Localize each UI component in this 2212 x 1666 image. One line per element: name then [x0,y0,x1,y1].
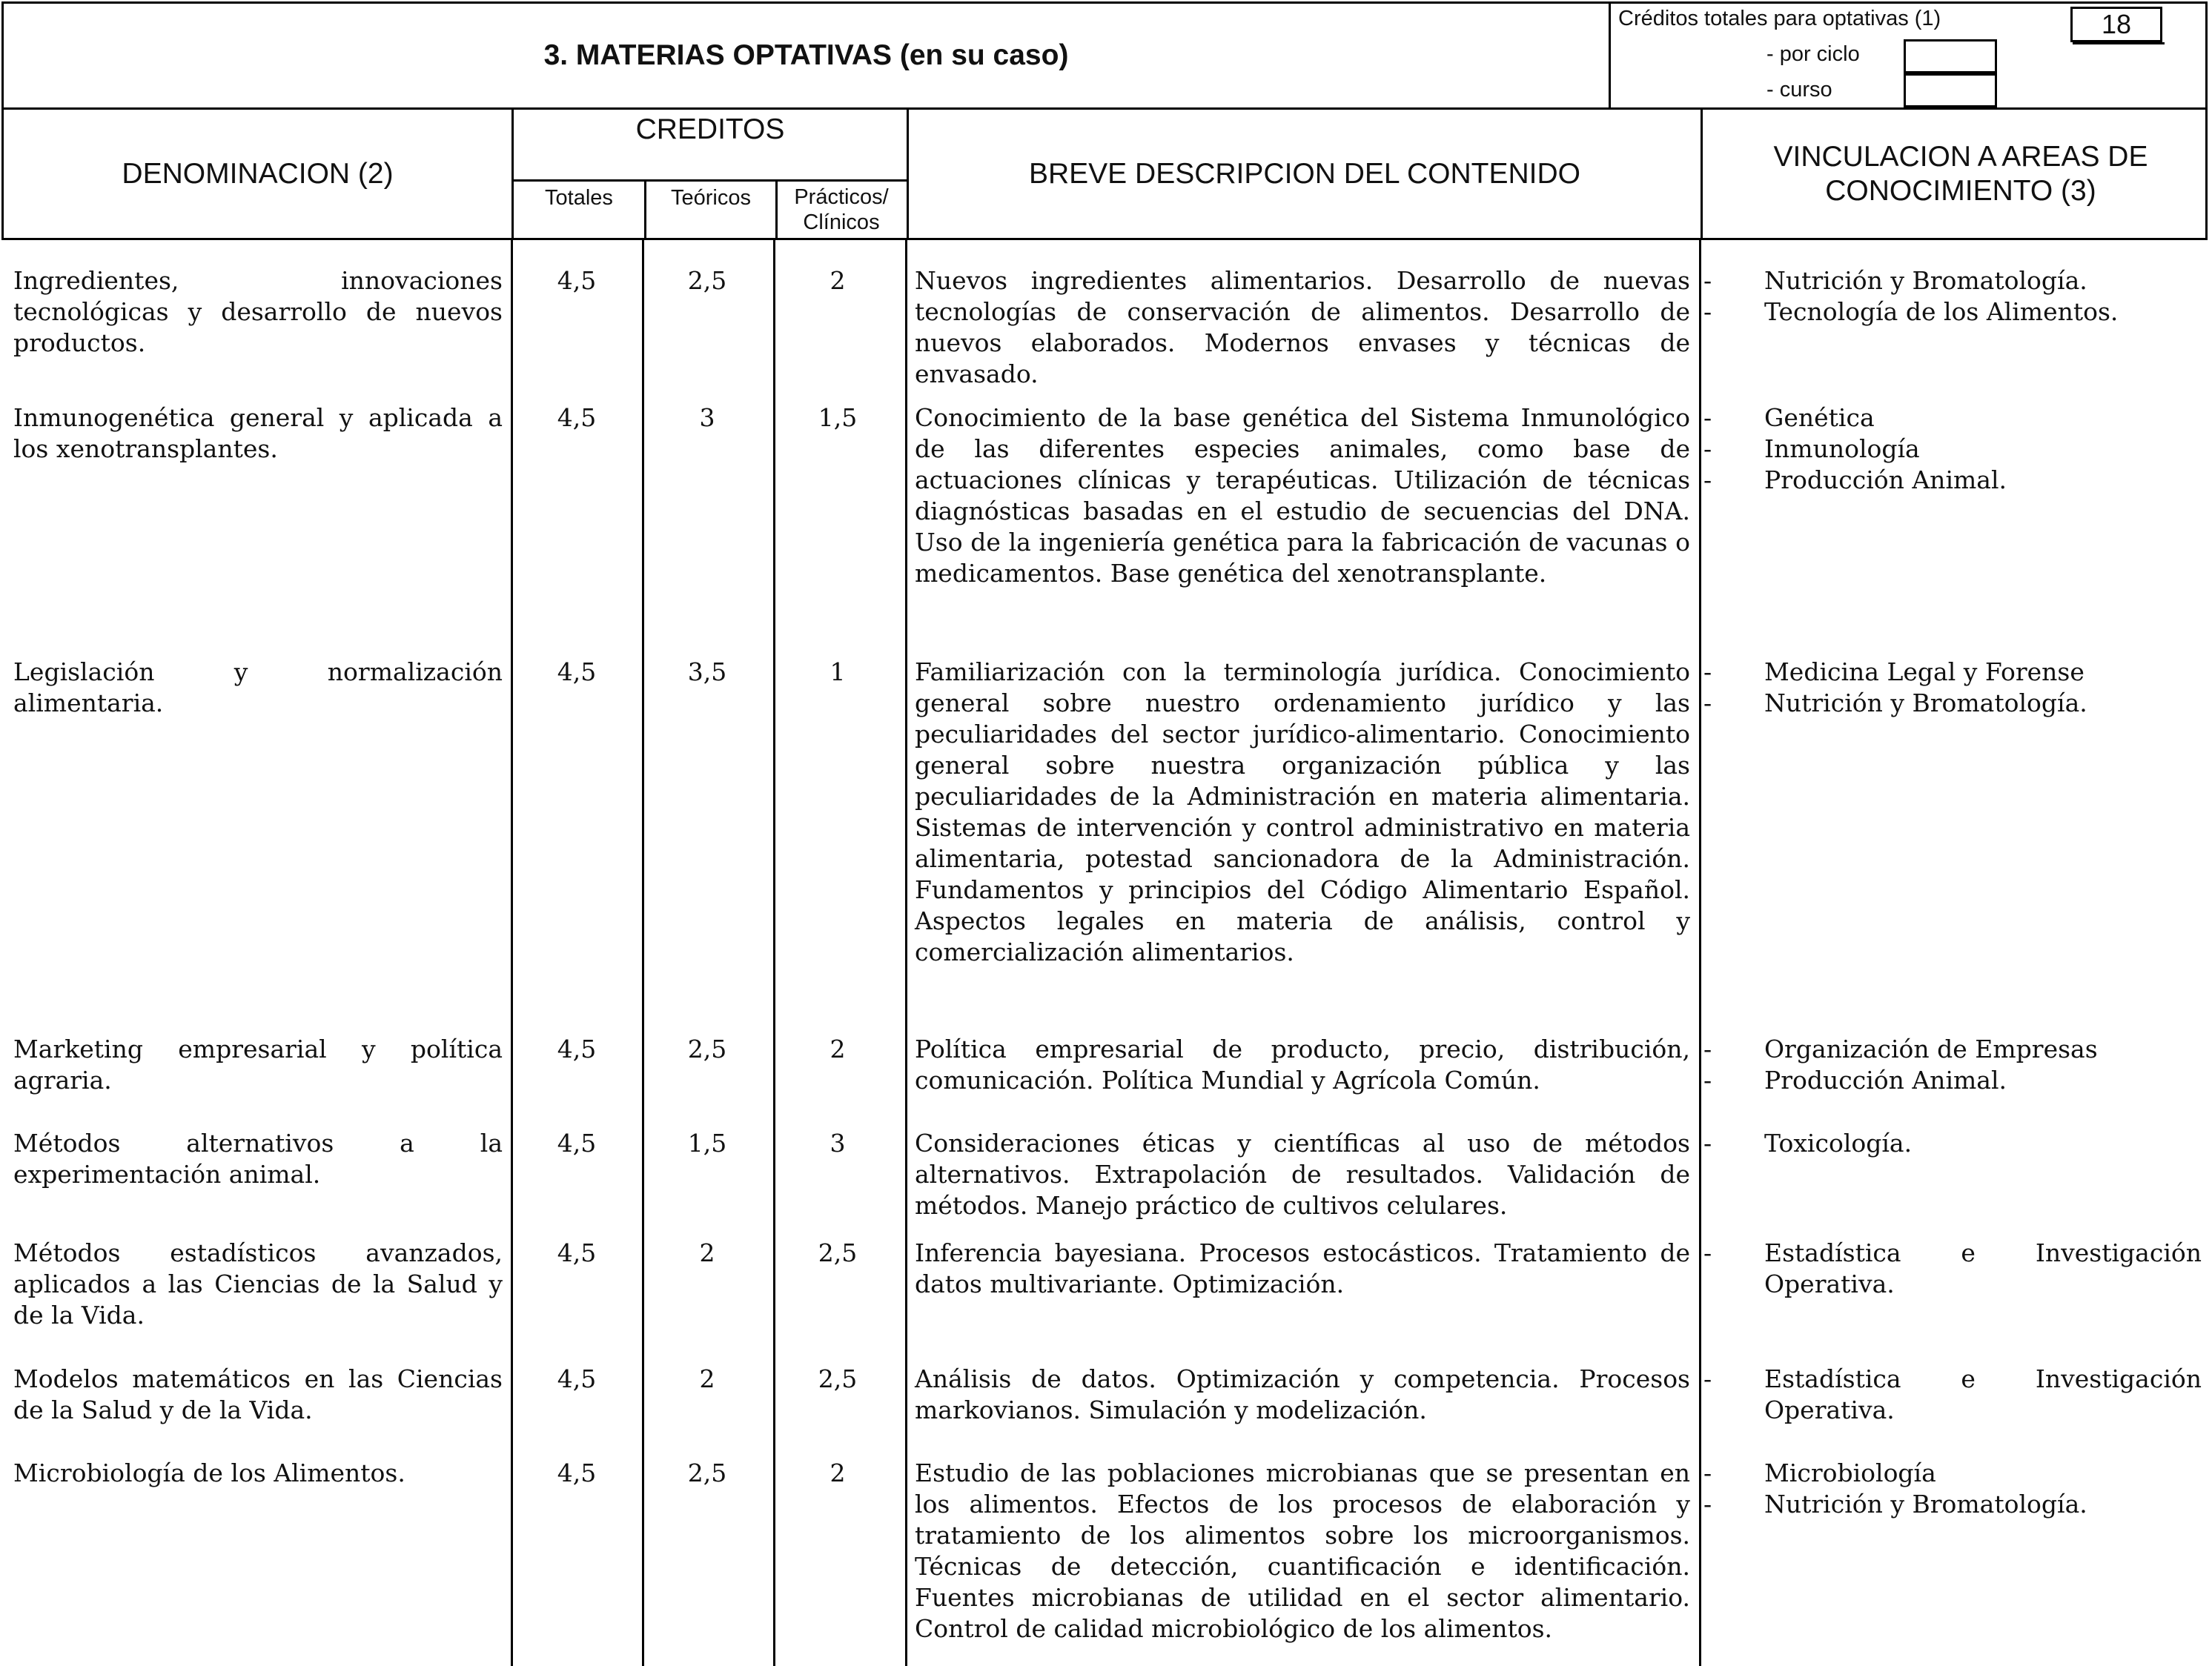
credits-practice: 3 [830,1129,846,1158]
knowledge-area: Nutrición y Bromatología. [1764,1490,2087,1519]
knowledge-area: Estadística e Investigación Operativa. [1764,1238,2202,1298]
credits-total: 4,5 [557,266,597,295]
knowledge-areas: - Estadística e Investigación Operativa. [1703,1364,2202,1424]
col-teoricos: Teóricos [671,186,751,210]
credits-theory: 3,5 [687,657,727,686]
table-body [0,240,2212,1666]
credits-total-label: Créditos totales para optativas (1) [1618,7,1941,30]
subject-name: Métodos estadísticos avanzados, aplicados a las Ciencias de la Salud y de la Vida. [13,1238,503,1330]
knowledge-area: Estadística e Investigación Operativa. [1764,1364,2202,1424]
col-divider [1701,110,1703,238]
col-practicos: Prácticos/ Clínicos [794,185,889,234]
column-header-row [1,110,2208,240]
credits-theory: 3 [699,403,715,432]
subject-description: Nuevos ingredientes alimentarios. Desarrollo de nuevas tecnologías de conservación de alimentos. Desarrollo de nuevos elaborados. Modernos envases y técnicas de envasado. [915,266,1690,388]
col-rule [1699,240,1701,1666]
knowledge-area: Producción Animal. [1764,465,2007,494]
knowledge-areas: - Nutrición y Bromatología. - Tecnología de los Alimentos. [1703,265,2202,328]
subject-name: Inmunogenética general y aplicada a los xenotransplantes. [13,403,503,463]
credits-practice: 1 [830,657,846,686]
subject-description: Familiarización con la terminología jurídica. Conocimiento general sobre nuestro ordenamiento jurídico y las peculiaridades del sector jurídico-alimentario. Conocimiento general sobre nuestra organización pública y las peculiaridades de la Administración en materia alimentaria. Sistemas de intervención y control administrativo en materia alimentaria, potestad sancionadora de la Administración. Fundamentos y principios del Código Alimentario Español. Aspectos legales en materia de análisis, control y comercialización alimentarios. [915,657,1690,966]
col-rule [511,240,513,1666]
knowledge-areas: - Organización de Empresas - Producción Animal. [1703,1034,2202,1096]
subject-description: Consideraciones éticas y científicas al uso de métodos alternativos. Extrapolación de resultados. Validación de métodos. Manejo práctico de cultivos celulares. [915,1129,1690,1220]
knowledge-areas: - Microbiología - Nutrición y Bromatología. [1703,1458,2202,1520]
knowledge-areas: - Medicina Legal y Forense - Nutrición y Bromatología. [1703,657,2202,719]
credits-total: 4,5 [557,1238,597,1267]
credits-total: 4,5 [557,657,597,686]
col-denominacion: DENOMINACION (2) [122,157,394,190]
knowledge-area: Producción Animal. [1764,1066,2007,1095]
knowledge-area: Genética [1764,403,1875,432]
knowledge-area: Microbiología [1764,1458,1936,1487]
credits-practice: 2 [830,1458,846,1487]
subject-description: Política empresarial de producto, precio, distribución, comunicación. Política Mundial y Agrícola Común. [915,1035,1690,1095]
col-rule [773,240,775,1666]
credits-practice: 1,5 [818,403,858,432]
credits-total: 4,5 [557,1458,597,1487]
credits-practice: 2,5 [818,1238,858,1267]
knowledge-area: Organización de Empresas [1764,1035,2098,1063]
knowledge-areas: - Estadística e Investigación Operativa. [1703,1238,2202,1298]
subject-description: Inferencia bayesiana. Procesos estocásticos. Tratamiento de datos multivariante. Optimización. [915,1238,1690,1298]
credits-practice: 2 [830,1035,846,1063]
credits-theory: 2,5 [687,1035,727,1063]
subject-description: Estudio de las poblaciones microbianas que se presentan en los alimentos. Efectos de los procesos de elaboración y tratamiento de los alimentos sobre los microorganismos. Técnicas de detección, cuantificación e identificación. Fuentes microbianas de utilidad en el sector alimentario. Control de calidad microbiológico de los alimentos. [915,1458,1690,1643]
knowledge-area: Tecnología de los Alimentos. [1764,297,2119,326]
section-title: 3. MATERIAS OPTATIVAS (en su caso) [543,39,1069,71]
subject-description: Conocimiento de la base genética del Sistema Inmunológico de las diferentes especies animales, como base de actuaciones clínicas y terapéuticas. Utilización de técnicas diagnósticas basadas en el estudio de secuencias del DNA. Uso de la ingeniería genética para la fabricación de vacunas o medicamentos. Base genética del xenotransplante. [915,403,1690,588]
credits-practice: 2 [830,266,846,295]
credits-theory: 2 [699,1238,715,1267]
knowledge-area: Toxicología. [1764,1129,1913,1158]
credits-total: 4,5 [557,1035,597,1063]
subject-description: Análisis de datos. Optimización y competencia. Procesos markovianos. Simulación y modelización. [915,1364,1690,1424]
section-header [1,1,2208,110]
credits-theory: 2,5 [687,266,727,295]
col-divider [775,182,778,238]
credits-practice: 2,5 [818,1364,858,1393]
col-descripcion: BREVE DESCRIPCION DEL CONTENIDO [1028,157,1580,190]
subject-name: Modelos matemáticos en las Ciencias de la Salud y de la Vida. [13,1364,503,1424]
per-course-box [1904,73,1997,107]
col-rule [642,240,644,1666]
credits-total-value: 18 [2070,7,2162,42]
subject-name: Marketing empresarial y política agraria. [13,1035,503,1095]
subject-name: Métodos alternativos a la experimentación animal. [13,1129,503,1189]
credits-total: 4,5 [557,1364,597,1393]
col-creditos: CREDITOS [635,113,785,145]
per-cycle-label: - por ciclo [1766,42,1860,66]
per-course-label: - curso [1766,78,1832,102]
credits-total: 4,5 [557,403,597,432]
knowledge-areas: - Genética - Inmunología - Producción Animal. [1703,402,2202,496]
knowledge-area: Nutrición y Bromatología. [1764,266,2087,295]
subject-name: Ingredientes, innovaciones tecnológicas y desarrollo de nuevos productos. [13,266,503,357]
per-cycle-box [1904,39,1997,73]
subject-name: Microbiología de los Alimentos. [13,1458,405,1487]
credits-theory: 1,5 [687,1129,727,1158]
col-totales: Totales [545,186,613,210]
knowledge-area: Inmunología [1764,434,1920,463]
col-rule [905,240,907,1666]
col-vinculacion: VINCULACION A AREAS DE CONOCIMIENTO (3) [1773,140,2148,207]
knowledge-area: Medicina Legal y Forense [1764,657,2084,686]
credits-total: 4,5 [557,1129,597,1158]
credits-panel [1611,4,2205,107]
knowledge-areas: - Toxicología. [1703,1128,2202,1159]
credits-theory: 2 [699,1364,715,1393]
credits-theory: 2,5 [687,1458,727,1487]
knowledge-area: Nutrición y Bromatología. [1764,688,2087,717]
subject-name: Legislación y normalización alimentaria. [13,657,503,717]
